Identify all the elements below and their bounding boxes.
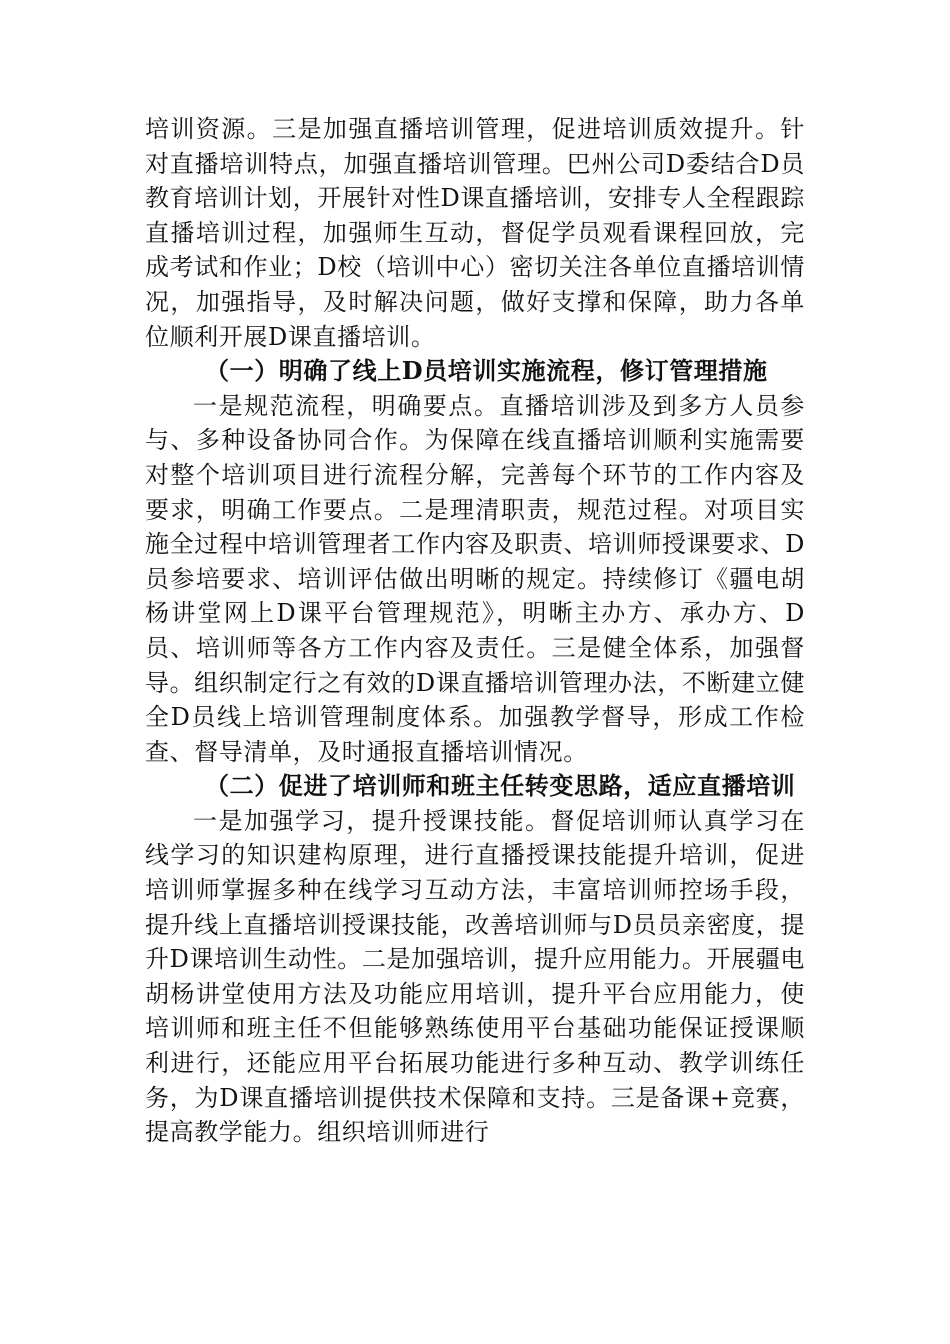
section-heading-2: （二）促进了培训师和班主任转变思路，适应直播培训: [205, 771, 796, 801]
paragraph-section-1-body: 一是规范流程，明确要点。直播培训涉及到多方人员参与、多种设备协同合作。为保障在线直播培训顺利实施需要对整个培训项目进行流程分解，完善每个环节的工作内容及要求，明确工作要点。二是理清职责，规范过程。对项目实施全过程中培训管理者工作内容及职责、培训师授课要求、D员参培要求、培训评估做出明晰的规定。持续修订《疆电胡杨讲堂网上D课平台管理规范》，明晰主办方、承办方、D员、培训师等各方工作内容及责任。三是健全体系，加强督导。组织制定行之有效的D课直播培训管理办法，不断建立健全D员线上培训管理制度体系。加强教学督导，形成工作检查、督导清单，及时通报直播培训情况。: [145, 391, 805, 766]
paragraph-continued-intro: 培训资源。三是加强直播培训管理，促进培训质效提升。针对直播培训特点，加强直播培训管理。巴州公司D委结合D员教育培训计划，开展针对性D课直播培训，安排专人全程跟踪直播培训过程，加强师生互动，督促学员观看课程回放，完成考试和作业；D校（培训中心）密切关注各单位直播培训情况，加强指导，及时解决问题，做好支撑和保障，助力各单位顺利开展D课直播培训。: [145, 115, 805, 351]
document-body: [145, 112, 805, 1150]
paragraph-section-2-body: 一是加强学习，提升授课技能。督促培训师认真学习在线学习的知识建构原理，进行直播授课技能提升培训，促进培训师掌握多种在线学习互动方法，丰富培训师控场手段，提升线上直播培训授课技能，改善培训师与D员员亲密度，提升D课培训生动性。二是加强培训，提升应用能力。开展疆电胡杨讲堂使用方法及功能应用培训，提升平台应用能力，使培训师和班主任不但能够熟练使用平台基础功能保证授课顺利进行，还能应用平台拓展功能进行多种互动、教学训练任务，为D课直播培训提供技术保障和支持。三是备课+竞赛，提高教学能力。组织培训师进行: [145, 806, 805, 1147]
section-heading-1: （一）明确了线上D员培训实施流程，修订管理措施: [205, 356, 768, 386]
